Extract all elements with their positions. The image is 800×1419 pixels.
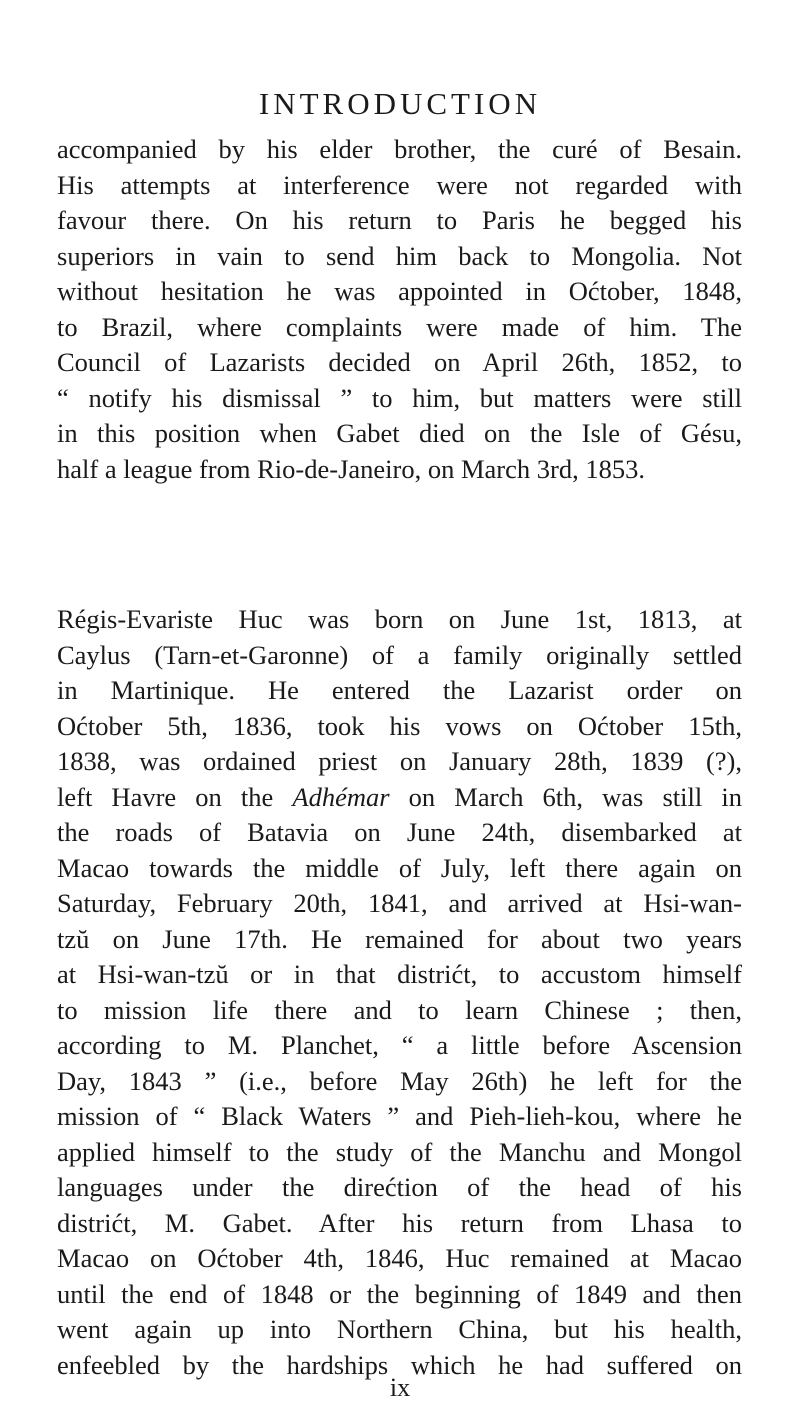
text-line: to Brazil, where complaints were made of him. The	[57, 311, 742, 342]
ship-name: Adhémar	[292, 781, 390, 812]
text-line: the roads of Batavia on June 24th, disembarked at	[57, 817, 742, 847]
text-line: 1838, was ordained priest on January 28th, 1839 (?),	[57, 746, 742, 776]
text-line: favour there. On his return to Paris he begged his	[57, 205, 742, 235]
text-line: went again up into Northern China, but his health,	[57, 1314, 742, 1344]
paragraph-2	[57, 602, 742, 1383]
text-line: in Martinique. He entered the Lazarist order on	[57, 675, 742, 705]
text-line: left Havre on the Adhémar on March 6th, was still in	[57, 781, 742, 812]
text-line: in this position when Gabet died on the Isle of Gésu,	[57, 418, 742, 448]
page-title: INTRODUCTION	[258, 86, 542, 121]
text-line: superiors in vain to send him back to Mongolia. Not	[57, 240, 742, 271]
text-line: languages under the direćtion of the head of his	[57, 1172, 742, 1202]
text-line: Macao towards the middle of July, left there again on	[57, 852, 742, 883]
text-line: enfeebled by the hardships which he had suffered on	[57, 1349, 742, 1380]
text-line: “ notify his dismissal ” to him, but matters were still	[57, 382, 742, 413]
text-line: Council of Lazarists decided on April 26th, 1852, to	[57, 347, 742, 377]
paragraph-1	[57, 132, 742, 487]
text-line: at Hsi-wan-tzŭ or in that distrićt, to accustom himself	[57, 959, 742, 989]
text-line: mission of “ Black Waters ” and Pieh-lieh-kou, where he	[57, 1101, 742, 1131]
text-line: according to M. Planchet, “ a little before Ascension	[57, 1030, 742, 1060]
text-line: Régis-Evariste Huc was born on June 1st, 1813, at	[57, 604, 742, 634]
text-line: Day, 1843 ” (i.e., before May 26th) he left for the	[57, 1065, 742, 1096]
text-line: until the end of 1848 or the beginning of 1849 and then	[57, 1278, 742, 1309]
text-line: His attempts at interference were not regarded with	[57, 169, 742, 200]
text-line: Caylus (Tarn-et-Garonne) of a family originally settled	[57, 639, 742, 670]
text-line: to mission life there and to learn Chinese ; then,	[57, 994, 742, 1025]
text-line: without hesitation he was appointed in Oćtober, 1848,	[57, 276, 742, 306]
text-line: Oćtober 5th, 1836, took his vows on Oćtober 15th,	[57, 710, 742, 741]
text-line: Saturday, February 20th, 1841, and arrived at Hsi-wan-	[57, 888, 742, 918]
text-line: applied himself to the study of the Manchu and Mongol	[57, 1136, 742, 1167]
text-line: accompanied by his elder brother, the curé of Besain.	[57, 134, 742, 164]
text-line: tzŭ on June 17th. He remained for about two years	[57, 923, 742, 954]
text-line: half a league from Rio-de-Janeiro, on March 3rd, 1853.	[57, 453, 645, 484]
text-line: Macao on Oćtober 4th, 1846, Huc remained at Macao	[57, 1243, 742, 1273]
page-number: ix	[389, 1373, 411, 1402]
text-line: distrićt, M. Gabet. After his return from Lhasa to	[57, 1207, 742, 1238]
